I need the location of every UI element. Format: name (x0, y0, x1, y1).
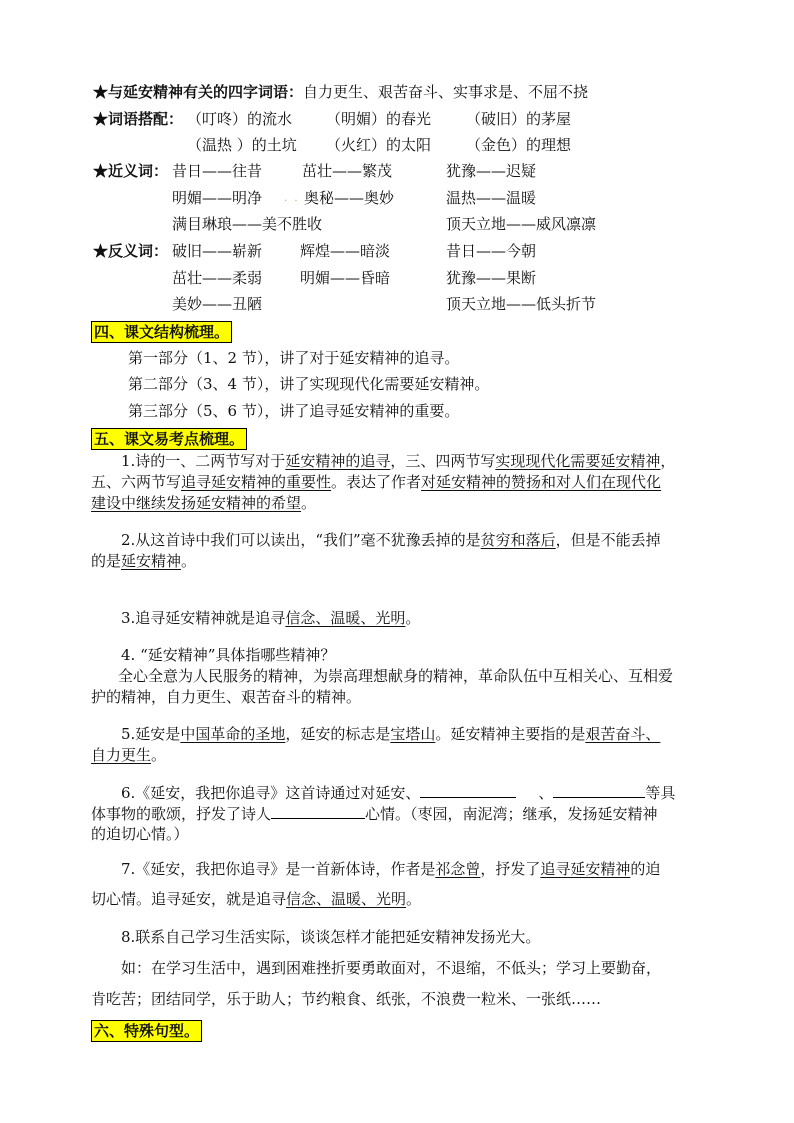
point-4-answer-1: 全心全意为人民服务的精神，为崇高理想献身的精神，革命队伍中互相关心、互相爱 (118, 667, 674, 685)
antonym-item: 破旧——崭新 (172, 242, 263, 260)
structure-item: 第二部分（3、4 节），讲了实现现代化需要延安精神。 (128, 375, 490, 393)
answer-blank[interactable] (271, 803, 365, 819)
point-6-line-1: 6.《延安，我把你追寻》这首诗通过对延安、 、 等具 (121, 784, 676, 802)
answer-blank[interactable] (420, 782, 516, 798)
point-1-line-1: 1.诗的一、二两节写对于延安精神的追寻，三、四两节写实现现代化需要延安精神， (121, 452, 676, 470)
antonym-item: 美妙——丑陋 (172, 295, 263, 313)
synonyms-label-line (93, 161, 168, 181)
four-char-label: ★与延安精神有关的四字词语： (93, 83, 304, 101)
point-6-line-2: 体事物的歌颂，抒发了诗人 心情。（枣园，南泥湾；继承，发扬延安精神 (91, 805, 658, 823)
collocation-item: （破旧）的茅屋 (466, 110, 572, 128)
point-5-line-1: 5.延安是中国革命的圣地，延安的标志是宝塔山。延安精神主要指的是艰苦奋斗、 (121, 725, 661, 743)
point-8-answer-1: 如：在学习生活中，遇到困难挫折要勇敢面对，不退缩，不低头；学习上要勤奋， (121, 959, 662, 977)
synonyms-label: ★近义词： (93, 162, 169, 180)
antonyms-label: ★反义词： (93, 242, 169, 260)
collocation-item: （金色）的理想 (466, 136, 572, 154)
synonym-item: 满目琳琅——美不胜收 (172, 215, 323, 233)
four-char-line (93, 82, 588, 102)
structure-item: 第一部分（1、2 节），讲了对于延安精神的追寻。 (128, 349, 460, 367)
four-char-text: 自力更生、艰苦奋斗、实事求是、不屈不挠 (303, 83, 589, 101)
point-5-line-2: 自力更生。 (91, 746, 167, 764)
answer-blank[interactable] (553, 782, 645, 798)
point-1-line-2: 五、六两节写追寻延安精神的重要性。表达了作者对延安精神的赞扬和对人们在现代化 (91, 473, 662, 491)
synonym-item: 奥秘——奥妙 (304, 189, 395, 207)
antonym-item: 明媚——昏暗 (300, 269, 391, 287)
point-8-answer-2: 肯吃苦；团结同学，乐于助人；节约粮食、纸张，不浪费一粒米、一张纸…… (91, 990, 602, 1008)
point-4-question: 4. “延安精神”具体指哪些精神？ (121, 646, 336, 664)
point-1-line-3: 建设中继续发扬延安精神的希望。 (91, 494, 317, 512)
structure-item: 第三部分（5、6 节），讲了追寻延安精神的重要。 (128, 402, 460, 420)
point-7-line-2: 切心情。追寻延安，就是追寻信念、温暖、光明。 (91, 890, 422, 908)
point-2-line-2: 的是延安精神。 (91, 552, 197, 570)
antonym-item: 昔日——今朝 (446, 242, 537, 260)
point-4-answer-2: 护的精神，自力更生、艰苦奋斗的精神。 (91, 688, 362, 706)
synonym-item: 犹豫——迟疑 (446, 162, 537, 180)
section-5-heading: 五、课文易考点梳理。 (91, 428, 247, 450)
synonym-item: 茁壮——繁茂 (302, 162, 393, 180)
dots-mark: . . (284, 193, 300, 204)
antonym-item: 茁壮——柔弱 (172, 269, 263, 287)
point-2-line-1: 2.从这首诗中我们可以读出，“我们”毫不犹豫丢掉的是贫穷和落后，但是不能丢掉 (121, 531, 661, 549)
collocation-item: （明媚）的春光 (326, 110, 432, 128)
collocation-item: （叮咚）的流水 (187, 110, 293, 128)
point-6-line-3: 的迫切心情。） (91, 825, 189, 843)
point-8-question: 8.联系自己学习生活实际，谈谈怎样才能把延安精神发扬光大。 (121, 928, 541, 946)
point-3: 3.追寻延安精神就是追寻信念、温暖、光明。 (121, 609, 421, 627)
section-4-heading: 四、课文结构梳理。 (91, 321, 232, 343)
point-7-line-1: 7.《延安，我把你追寻》是一首新体诗，作者是祁念曾，抒发了追寻延安精神的迫 (121, 860, 661, 878)
synonym-item: 顶天立地——威风凛凛 (446, 215, 597, 233)
synonym-item: 昔日——往昔 (172, 162, 263, 180)
collocation-item: （火红）的太阳 (326, 136, 432, 154)
antonym-item: 犹豫——果断 (446, 269, 537, 287)
antonyms-label-line (93, 241, 168, 261)
synonym-item: 温热——温暖 (446, 189, 537, 207)
antonym-item: 辉煌——暗淡 (300, 242, 391, 260)
collocation-item: （温热 ）的土坑 (187, 136, 297, 154)
antonym-item: 顶天立地——低头折节 (446, 295, 597, 313)
collocation-label: ★词语搭配： (93, 110, 184, 128)
section-6-heading: 六、特殊句型。 (91, 1020, 202, 1042)
collocation-line (93, 109, 183, 129)
synonym-item: 明媚——明净 (172, 189, 263, 207)
